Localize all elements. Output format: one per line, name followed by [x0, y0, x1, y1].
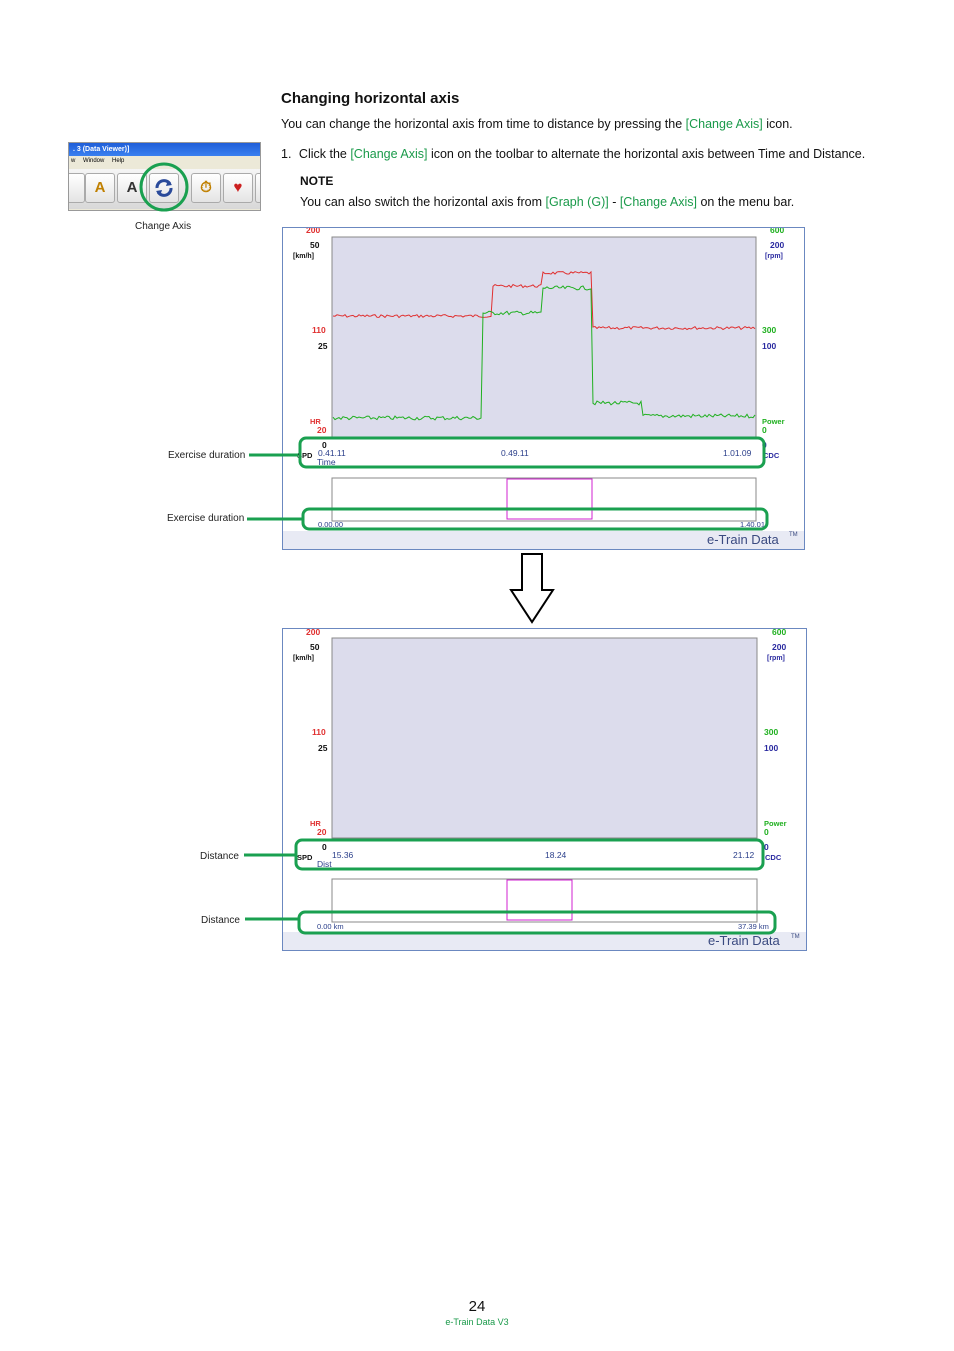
power-bottom-label: 0 [762, 425, 767, 435]
cdc-bottom-label: 0 [762, 440, 767, 450]
x-tick: 0.41.11 [318, 448, 346, 458]
cdc-axis-name: CDC [765, 853, 782, 862]
change-axis-link[interactable]: [Change Axis] [685, 117, 763, 131]
spd-top-label: 50 [310, 642, 320, 652]
cdc-unit-label: [rpm] [767, 655, 785, 662]
menu-item-window[interactable]: Window [83, 158, 105, 164]
toolbar-button[interactable] [255, 173, 261, 203]
x-tick: 0.49.11 [501, 448, 529, 458]
note-text-start: You can also switch the horizontal axis from [300, 195, 546, 209]
hr-bottom-label: 20 [317, 827, 327, 837]
x-tick: 15.36 [332, 850, 354, 860]
power-bottom-label: 0 [764, 827, 769, 837]
note-separator: - [608, 195, 620, 209]
font-size-icon[interactable]: A [85, 173, 115, 203]
power-top-label: 600 [770, 228, 785, 235]
footer-brand: e-Train Data V3 [445, 1317, 509, 1327]
callout-label: Exercise duration [167, 513, 245, 524]
hr-axis-name: HR [310, 417, 321, 426]
note-text-end: on the menu bar. [696, 195, 795, 209]
section-heading: Changing horizontal axis [281, 90, 460, 107]
overview-tick: 0.00.00 [318, 520, 344, 529]
cdc-top-label: 200 [772, 642, 787, 652]
spd-unit-label: [km/h] [293, 655, 314, 662]
step-text-end: icon on the toolbar to alternate the horizontal axis between Time and Distance. [427, 147, 866, 161]
highlight-circle [138, 161, 190, 213]
hr-mid-label: 110 [312, 727, 326, 737]
x-tick: 18.24 [545, 850, 567, 860]
power-mid-label: 300 [762, 325, 777, 335]
x-tick: 1.01.09 [723, 448, 752, 458]
intro-text-end: icon. [762, 117, 793, 131]
hr-top-label: 200 [306, 228, 321, 235]
brand-trademark: TM [791, 934, 800, 940]
cdc-mid-label: 100 [764, 743, 779, 753]
hr-axis-name: HR [310, 819, 321, 828]
heart-icon[interactable]: ♥ [223, 173, 253, 203]
power-axis-name: Power [762, 417, 785, 426]
cdc-unit-label: [rpm] [765, 253, 783, 260]
callouts-distance [240, 832, 780, 938]
cdc-axis-name: CDC [763, 451, 780, 460]
step-1 [281, 147, 865, 161]
intro-paragraph [281, 117, 793, 131]
change-axis-link[interactable]: [Change Axis] [350, 147, 428, 161]
spd-bottom-label: 0 [322, 842, 327, 852]
power-top-label: 600 [772, 629, 787, 637]
brand-trademark: TM [789, 532, 798, 538]
brand-mark: e-Train Data [707, 532, 779, 547]
x-axis-name: Dist [317, 859, 332, 869]
cdc-top-label: 200 [770, 240, 785, 250]
change-axis-menu-link[interactable]: [Change Axis] [619, 195, 697, 209]
graph-menu-link[interactable]: [Graph (G)] [545, 195, 609, 209]
stopwatch-icon[interactable]: ⏱ [191, 173, 221, 203]
callout-label: Distance [201, 915, 240, 926]
hr-bottom-label: 20 [317, 425, 327, 435]
page-number: 24 [468, 1298, 486, 1315]
brand-mark: e-Train Data [708, 933, 780, 948]
toolbar-caption: Change Axis [135, 221, 192, 232]
main-plot-area [332, 638, 757, 838]
power-mid-label: 300 [764, 727, 779, 737]
overview-tick: 37.39 km [738, 922, 769, 931]
spd-top-label: 50 [310, 240, 320, 250]
step-number: 1. [281, 147, 292, 161]
callouts-time [240, 430, 770, 535]
cdc-mid-label: 100 [762, 341, 777, 351]
hr-top-label: 200 [306, 629, 321, 637]
spd-axis-name: SPD [297, 451, 313, 460]
spd-mid-label: 25 [318, 341, 328, 351]
toolbar-button[interactable] [68, 173, 85, 203]
power-axis-name: Power [764, 819, 787, 828]
intro-text: You can change the horizontal axis from time to distance by pressing the [281, 117, 686, 131]
hr-mid-label: 110 [312, 325, 326, 335]
x-axis-name: Time [317, 457, 336, 467]
spd-axis-name: SPD [297, 853, 313, 862]
overview-tick: 1.40.01 [740, 520, 766, 529]
callout-label: Distance [200, 851, 239, 862]
cdc-bottom-label: 0 [764, 842, 769, 852]
step-text: Click the [298, 147, 351, 161]
x-tick: 21.12 [733, 850, 755, 860]
main-plot-area [332, 237, 756, 437]
menu-item[interactable]: w [71, 158, 76, 164]
note-text [300, 195, 794, 209]
window-title: . 3 (Data Viewer)] [69, 143, 260, 156]
spd-unit-label: [km/h] [293, 253, 314, 260]
spd-mid-label: 25 [318, 743, 328, 753]
overview-tick: 0.00 km [317, 922, 344, 931]
down-arrow-icon [508, 552, 556, 626]
note-label: NOTE [300, 174, 334, 188]
spd-bottom-label: 0 [322, 440, 327, 450]
callout-label: Exercise duration [168, 450, 246, 461]
font-size-alt-icon[interactable]: A [117, 173, 147, 203]
menu-item-help[interactable]: Help [112, 158, 125, 164]
